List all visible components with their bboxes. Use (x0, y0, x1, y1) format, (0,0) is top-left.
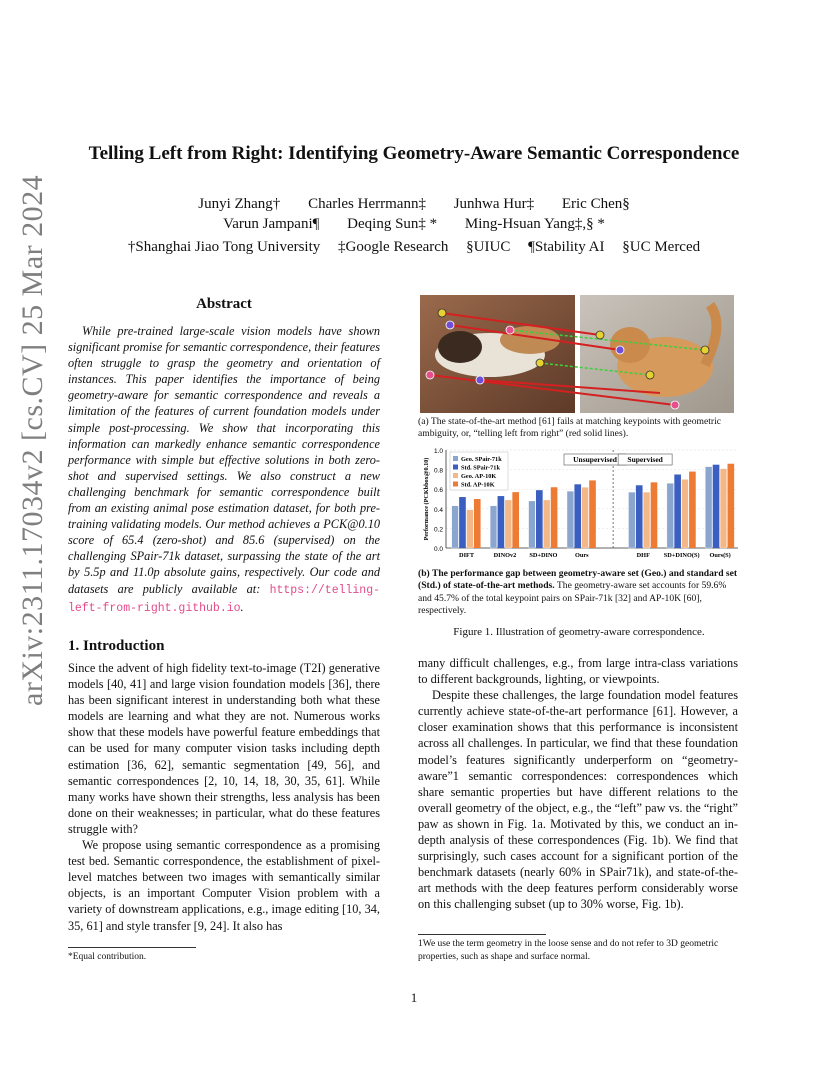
y-tick-label: 0.6 (433, 487, 443, 495)
abstract-body: While pre-trained large-scale vision models have shown significant promise for semantic correspondence, their features often struggle to grasp the geometry and orientation of instances. This paper identifies the importance of being geometry-aware for semantic correspondence and reveals a limitation of the features of current foundation models under simple post-processing. We show that incorporating this information can markedly enhance semantic correspondence performance with simple but effective solutions in both zero-shot and supervised settings. We also construct a new challenging benchmark for semantic correspondence built from an existing animal pose estimation dataset, for both pre-training validating models. Our method achieves a PCK@0.10 score of 65.4 (zero-shot) and 85.6 (supervised) on the challenging SPair-71k dataset, surpassing the state of the art by 5.5p and 11.0p absolute gains, respectively. Our code and datasets are publicly available at: (68, 324, 380, 596)
bar (474, 499, 481, 548)
y-tick-label: 0.4 (433, 506, 443, 514)
caption-figure-1a: (a) The state-of-the-art method [61] fails at matching keypoints with geometric ambiguity, or, “telling left from right” (red solid lines). (418, 416, 721, 440)
bar (651, 482, 658, 548)
legend-swatch (453, 456, 458, 461)
footnote-geometry: 1We use the term geometry in the loose sense and do not refer to 3D geometric properties, such as shape and surface normal. (418, 939, 719, 962)
affiliation: †Shanghai Jiao Tong University (127, 239, 321, 255)
author: Eric Chen§ (561, 196, 630, 212)
group-label-supervised: Supervised (627, 455, 663, 464)
abstract-heading: Abstract (196, 296, 252, 312)
bar (705, 467, 712, 548)
affiliations (0, 239, 828, 256)
bar (452, 506, 459, 548)
bar (643, 492, 650, 548)
bar (490, 506, 497, 548)
legend-label: Geo. SPair-71k (461, 456, 502, 463)
bar (582, 487, 589, 548)
author: Ming-Hsuan Yang‡,§ * (464, 216, 605, 232)
x-tick-label: SD+DINO(S) (663, 552, 700, 559)
bar (574, 484, 581, 548)
bar (713, 465, 720, 548)
author: Varun Jampani¶ (223, 216, 320, 232)
project-url-link[interactable]: https://telling-left-from-right.github.io (68, 583, 380, 615)
legend-label: Geo. AP-10K (461, 473, 497, 480)
legend-label: Std. AP-10K (461, 481, 495, 489)
y-tick-label: 0.2 (433, 526, 443, 534)
x-tick-label: DHF (636, 552, 650, 559)
bar (467, 510, 474, 548)
bar (567, 491, 574, 548)
footnote-divider-right (418, 934, 546, 935)
footnote-divider (68, 947, 196, 948)
introduction-text (68, 660, 380, 934)
figure-1b-bar-chart (420, 446, 740, 566)
bar (689, 472, 696, 548)
affiliation: ¶Stability AI (528, 239, 605, 255)
figure-1a-image (420, 295, 734, 413)
group-label-unsupervised: Unsupervised (573, 455, 617, 464)
bar (536, 490, 543, 548)
intro-paragraph-2: We propose using semantic correspondence as a promising test bed. Semantic correspondence, the establishment of pixel-level matches between two images with semantically similar objects, is an important Computer Vision problem with a variety of downstream applications, e.g., image editing [10, 34, 35, 61] and style transfer [9, 24]. It also has (68, 838, 380, 933)
legend-label: Std. SPair-71k (461, 464, 500, 472)
bar (512, 492, 519, 548)
x-tick-label: DIFT (459, 552, 475, 559)
x-tick-label: SD+DINO (529, 552, 558, 559)
bar (674, 475, 681, 549)
right-paragraph-continued: many difficult challenges, e.g., from large intra-class variations to different backgrounds, lighting, or viewpoints. (418, 656, 738, 687)
caption-figure-1b (418, 568, 740, 618)
author: Charles Herrmann‡ (308, 196, 426, 212)
bar (459, 497, 466, 548)
bar (543, 500, 550, 548)
affiliation: ‡Google Research (338, 239, 449, 255)
y-axis-label: Performance (PCKbbox@0.10) (423, 457, 430, 541)
bar (720, 469, 727, 548)
section-heading-introduction: 1. Introduction (68, 638, 165, 654)
author: Junyi Zhang† (198, 196, 281, 212)
y-tick-label: 0.0 (433, 546, 443, 553)
abstract-end: . (240, 599, 244, 614)
y-tick-label: 0.8 (433, 467, 443, 475)
x-tick-label: DINOv2 (493, 552, 517, 559)
figure-1-caption: Figure 1. Illustration of geometry-aware correspondence. (453, 626, 705, 638)
bar (498, 496, 505, 548)
author: Deqing Sun‡ * (347, 216, 438, 232)
page-number: 1 (410, 990, 418, 1005)
author: Junhwa Hur‡ (453, 196, 535, 212)
caption-1b-bold: (b) The performance gap between geometry-aware set (Geo.) and standard set (Std.) of state-of-the-art methods. (418, 568, 738, 592)
bar (629, 492, 636, 548)
affiliation: §UC Merced (622, 239, 701, 255)
bar (505, 500, 512, 548)
x-tick-label: Ours (574, 552, 589, 559)
right-column-text (418, 655, 738, 913)
caption-1b-rest: The geometry-aware set accounts for 59.6% and 45.7% of the total keypoint pairs on SPair-71k [32] and AP-10K [60], respectively. (418, 580, 727, 617)
paper-title: Telling Left from Right: Identifying Geometry-Aware Semantic Correspondence (88, 143, 740, 164)
arxiv-side-stamp: arXiv:2311.17034v2 [cs.CV] 25 Mar 2024 (16, 174, 49, 706)
bar (551, 487, 558, 548)
affiliation: §UIUC (466, 239, 511, 255)
footnote-equal-contribution: *Equal contribution. (68, 952, 147, 962)
bar (667, 483, 674, 548)
abstract-text (68, 323, 380, 617)
legend-swatch (453, 465, 458, 470)
bar (636, 485, 643, 548)
bar (589, 480, 596, 548)
intro-paragraph-1: Since the advent of high fidelity text-to-image (T2I) generative models [40, 41] and large vision foundation models [36], there has been significant interest in understanding both what these models are learning and what they are not. Numerous works show that these models have powerful feature embeddings that can be used for many computer vision tasks including depth estimation [36, 62], semantic segmentation [49, 56], and semantic correspondences [2, 10, 14, 18, 30, 35, 61]. While many works have shown their strengths, less analysis has been done on their weaknesses; in particular, what do these features struggle with? (68, 661, 380, 836)
authors-row-1 (0, 196, 828, 213)
authors-row-2 (0, 216, 828, 233)
bar (728, 464, 735, 548)
y-tick-label: 1.0 (433, 448, 443, 455)
bar (529, 501, 536, 548)
bar (682, 479, 689, 548)
right-paragraph-2: Despite these challenges, the large foundation model features currently achieve state-of-the-art performance [61]. However, a closer examination shows that this performance is inconsistent across all challenges. In particular, we find that these foundation model’s features significantly underperform on “geometry-aware”1 semantic correspondences: correspondences which share semantic properties but have different relations to the overall geometry of the object, e.g., the “left” paw vs. the “right” paw as shown in Fig. 1a. Motivated by this, we conduct an in-depth analysis of these correspondences (Fig. 1b). We find that surprisingly, such cases account for a significant portion of the benchmark datasets (nearly 60% in SPair71k), and state-of-the-art methods with the deep features perform considerably worse on this challenging subset (up to 30% worse, Fig. 1b). (418, 688, 738, 912)
legend-swatch (453, 482, 458, 487)
x-tick-label: Ours(S) (709, 552, 731, 559)
legend-swatch (453, 473, 458, 478)
